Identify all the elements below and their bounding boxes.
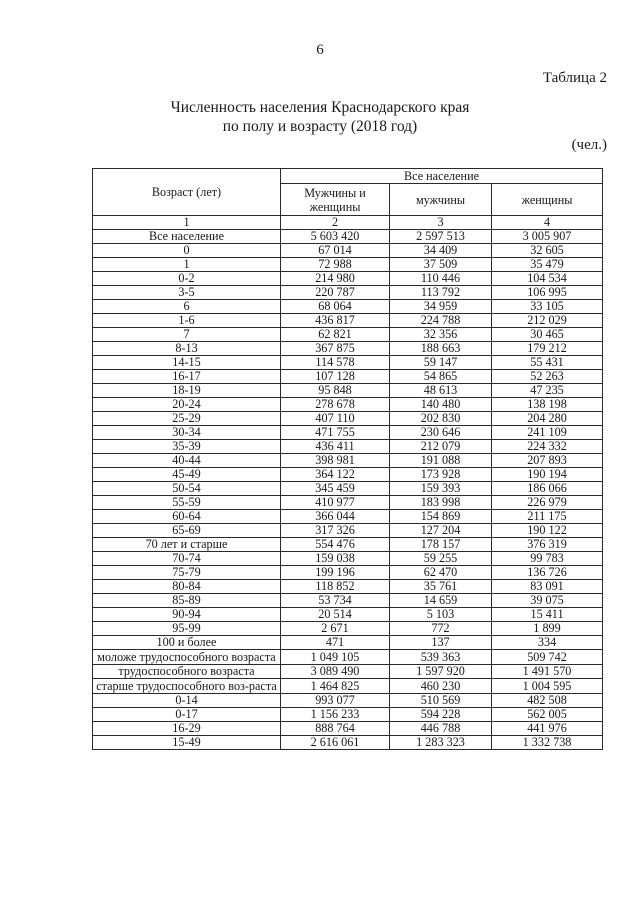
table-row [93, 482, 603, 496]
cell-women: 30 465 [492, 328, 603, 342]
cell-women: 39 075 [492, 594, 603, 608]
cell-both: 364 122 [281, 468, 390, 482]
title-line-2: по полу и возрасту (2018 год) [222, 118, 418, 135]
cell-men: 32 356 [390, 328, 492, 342]
cell-women: 211 175 [492, 510, 603, 524]
cell-women: 99 783 [492, 552, 603, 566]
table-row [93, 708, 603, 722]
cell-both: 554 476 [281, 538, 390, 552]
cell-men: 37 509 [390, 258, 492, 272]
row-label: 75-79 [93, 566, 281, 580]
cell-both: 2 616 061 [281, 736, 390, 750]
row-label: 20-24 [93, 398, 281, 412]
table-row [93, 736, 603, 750]
title-line-1: Численность населения Краснодарского края [170, 99, 470, 116]
cell-both: 471 [281, 636, 390, 650]
cell-both: 436 817 [281, 314, 390, 328]
cell-men: 212 079 [390, 440, 492, 454]
row-label: 25-29 [93, 412, 281, 426]
cell-both: 993 077 [281, 694, 390, 708]
cell-men: 14 659 [390, 594, 492, 608]
row-label: 100 и более [93, 636, 281, 650]
column-number: 1 [93, 216, 281, 230]
cell-both: 407 110 [281, 412, 390, 426]
row-label: моложе трудоспособного возраста [93, 650, 281, 665]
table-row [93, 384, 603, 398]
cell-both: 1 156 233 [281, 708, 390, 722]
cell-men: 510 569 [390, 694, 492, 708]
cell-both: 366 044 [281, 510, 390, 524]
cell-both: 1 049 105 [281, 650, 390, 665]
table-row [93, 665, 603, 679]
cell-men: 1 597 920 [390, 665, 492, 679]
row-label: 0-17 [93, 708, 281, 722]
row-label: 45-49 [93, 468, 281, 482]
cell-women: 15 411 [492, 608, 603, 622]
cell-women: 138 198 [492, 398, 603, 412]
cell-men: 202 830 [390, 412, 492, 426]
cell-both: 278 678 [281, 398, 390, 412]
cell-men: 539 363 [390, 650, 492, 665]
cell-women: 204 280 [492, 412, 603, 426]
column-number: 3 [390, 216, 492, 230]
cell-women: 441 976 [492, 722, 603, 736]
cell-both: 72 988 [281, 258, 390, 272]
row-label: 7 [93, 328, 281, 342]
cell-both: 118 852 [281, 580, 390, 594]
cell-men: 594 228 [390, 708, 492, 722]
cell-women: 47 235 [492, 384, 603, 398]
row-label: 18-19 [93, 384, 281, 398]
cell-women: 241 109 [492, 426, 603, 440]
row-label: 85-89 [93, 594, 281, 608]
cell-both: 410 977 [281, 496, 390, 510]
table-row [93, 356, 603, 370]
header-age: Возраст (лет) [93, 169, 281, 216]
header-all-population: Все население [281, 169, 603, 184]
row-label: 0-2 [93, 272, 281, 286]
row-label: 14-15 [93, 356, 281, 370]
table-row [93, 496, 603, 510]
table-row [93, 594, 603, 608]
table-row [93, 328, 603, 342]
cell-both: 367 875 [281, 342, 390, 356]
cell-men: 113 792 [390, 286, 492, 300]
document-title [0, 98, 640, 136]
cell-women: 83 091 [492, 580, 603, 594]
cell-both: 159 038 [281, 552, 390, 566]
cell-men: 159 393 [390, 482, 492, 496]
table-body [93, 230, 603, 750]
cell-women: 33 105 [492, 300, 603, 314]
cell-women: 3 005 907 [492, 230, 603, 244]
cell-men: 772 [390, 622, 492, 636]
table-row [93, 398, 603, 412]
row-label: 8-13 [93, 342, 281, 356]
table-row [93, 370, 603, 384]
cell-women: 1 332 738 [492, 736, 603, 750]
table-row [93, 608, 603, 622]
row-label: 50-54 [93, 482, 281, 496]
cell-men: 460 230 [390, 679, 492, 694]
cell-both: 68 064 [281, 300, 390, 314]
cell-both: 114 578 [281, 356, 390, 370]
cell-women: 136 726 [492, 566, 603, 580]
row-label: 1-6 [93, 314, 281, 328]
cell-women: 562 005 [492, 708, 603, 722]
cell-women: 106 995 [492, 286, 603, 300]
table-row [93, 272, 603, 286]
cell-men: 2 597 513 [390, 230, 492, 244]
cell-both: 220 787 [281, 286, 390, 300]
cell-both: 107 128 [281, 370, 390, 384]
cell-women: 226 979 [492, 496, 603, 510]
table-row [93, 679, 603, 694]
column-number: 4 [492, 216, 603, 230]
cell-both: 53 734 [281, 594, 390, 608]
table-row [93, 566, 603, 580]
cell-women: 224 332 [492, 440, 603, 454]
table-row [93, 244, 603, 258]
table-label: Таблица 2 [542, 70, 607, 86]
cell-men: 110 446 [390, 272, 492, 286]
cell-women: 32 605 [492, 244, 603, 258]
cell-men: 59 147 [390, 356, 492, 370]
cell-men: 5 103 [390, 608, 492, 622]
cell-both: 20 514 [281, 608, 390, 622]
cell-both: 398 981 [281, 454, 390, 468]
row-label: 1 [93, 258, 281, 272]
header-both-sexes: Мужчины и женщины [281, 184, 390, 216]
row-label: 30-34 [93, 426, 281, 440]
page-number: 6 [316, 42, 324, 58]
table-row [93, 622, 603, 636]
cell-men: 154 869 [390, 510, 492, 524]
row-label: 6 [93, 300, 281, 314]
units-label: (чел.) [571, 137, 607, 153]
cell-women: 55 431 [492, 356, 603, 370]
cell-women: 186 066 [492, 482, 603, 496]
cell-both: 888 764 [281, 722, 390, 736]
cell-women: 509 742 [492, 650, 603, 665]
cell-men: 188 663 [390, 342, 492, 356]
row-label: 16-29 [93, 722, 281, 736]
table-row [93, 636, 603, 650]
row-label: 65-69 [93, 524, 281, 538]
cell-both: 214 980 [281, 272, 390, 286]
cell-men: 137 [390, 636, 492, 650]
cell-men: 59 255 [390, 552, 492, 566]
row-label: 3-5 [93, 286, 281, 300]
cell-women: 179 212 [492, 342, 603, 356]
cell-both: 62 821 [281, 328, 390, 342]
cell-men: 191 088 [390, 454, 492, 468]
cell-both: 199 196 [281, 566, 390, 580]
cell-men: 48 613 [390, 384, 492, 398]
row-label: 0 [93, 244, 281, 258]
cell-women: 52 263 [492, 370, 603, 384]
cell-men: 34 409 [390, 244, 492, 258]
row-label: трудоспособного возраста [93, 665, 281, 679]
cell-men: 35 761 [390, 580, 492, 594]
table-row [93, 468, 603, 482]
cell-men: 178 157 [390, 538, 492, 552]
cell-women: 35 479 [492, 258, 603, 272]
table-row [93, 412, 603, 426]
cell-men: 62 470 [390, 566, 492, 580]
table-row [93, 650, 603, 665]
table-row [93, 300, 603, 314]
cell-men: 230 646 [390, 426, 492, 440]
row-label: 40-44 [93, 454, 281, 468]
cell-women: 190 122 [492, 524, 603, 538]
cell-both: 1 464 825 [281, 679, 390, 694]
row-label: 0-14 [93, 694, 281, 708]
cell-women: 1 004 595 [492, 679, 603, 694]
cell-women: 104 534 [492, 272, 603, 286]
table-row [93, 230, 603, 244]
table-row [93, 722, 603, 736]
cell-both: 345 459 [281, 482, 390, 496]
table-row [93, 314, 603, 328]
cell-men: 446 788 [390, 722, 492, 736]
cell-both: 3 089 490 [281, 665, 390, 679]
cell-women: 482 508 [492, 694, 603, 708]
row-label: 60-64 [93, 510, 281, 524]
cell-men: 1 283 323 [390, 736, 492, 750]
cell-both: 5 603 420 [281, 230, 390, 244]
cell-men: 140 480 [390, 398, 492, 412]
row-label: 90-94 [93, 608, 281, 622]
table-row [93, 524, 603, 538]
cell-both: 436 411 [281, 440, 390, 454]
table-row [93, 426, 603, 440]
table-row [93, 286, 603, 300]
table-row [93, 552, 603, 566]
cell-women: 334 [492, 636, 603, 650]
row-label: 15-49 [93, 736, 281, 750]
cell-both: 2 671 [281, 622, 390, 636]
cell-women: 212 029 [492, 314, 603, 328]
header-men: мужчины [390, 184, 492, 216]
population-table [92, 168, 603, 750]
cell-men: 173 928 [390, 468, 492, 482]
row-label: 70-74 [93, 552, 281, 566]
table-row [93, 342, 603, 356]
cell-men: 34 959 [390, 300, 492, 314]
row-label: старше трудоспособного воз-раста [93, 679, 281, 694]
cell-both: 471 755 [281, 426, 390, 440]
cell-women: 207 893 [492, 454, 603, 468]
table-row [93, 580, 603, 594]
table-row [93, 694, 603, 708]
row-label: 35-39 [93, 440, 281, 454]
column-number: 2 [281, 216, 390, 230]
header-women: женщины [492, 184, 603, 216]
row-label: 55-59 [93, 496, 281, 510]
table-row [93, 510, 603, 524]
table-row [93, 538, 603, 552]
cell-men: 54 865 [390, 370, 492, 384]
cell-both: 67 014 [281, 244, 390, 258]
cell-men: 224 788 [390, 314, 492, 328]
row-label: Все население [93, 230, 281, 244]
row-label: 80-84 [93, 580, 281, 594]
cell-both: 317 326 [281, 524, 390, 538]
table-row [93, 440, 603, 454]
cell-women: 1 899 [492, 622, 603, 636]
cell-men: 127 204 [390, 524, 492, 538]
cell-women: 190 194 [492, 468, 603, 482]
row-label: 95-99 [93, 622, 281, 636]
cell-both: 95 848 [281, 384, 390, 398]
cell-women: 376 319 [492, 538, 603, 552]
cell-men: 183 998 [390, 496, 492, 510]
table-row [93, 454, 603, 468]
cell-women: 1 491 570 [492, 665, 603, 679]
table-row [93, 258, 603, 272]
row-label: 16-17 [93, 370, 281, 384]
row-label: 70 лет и старше [93, 538, 281, 552]
